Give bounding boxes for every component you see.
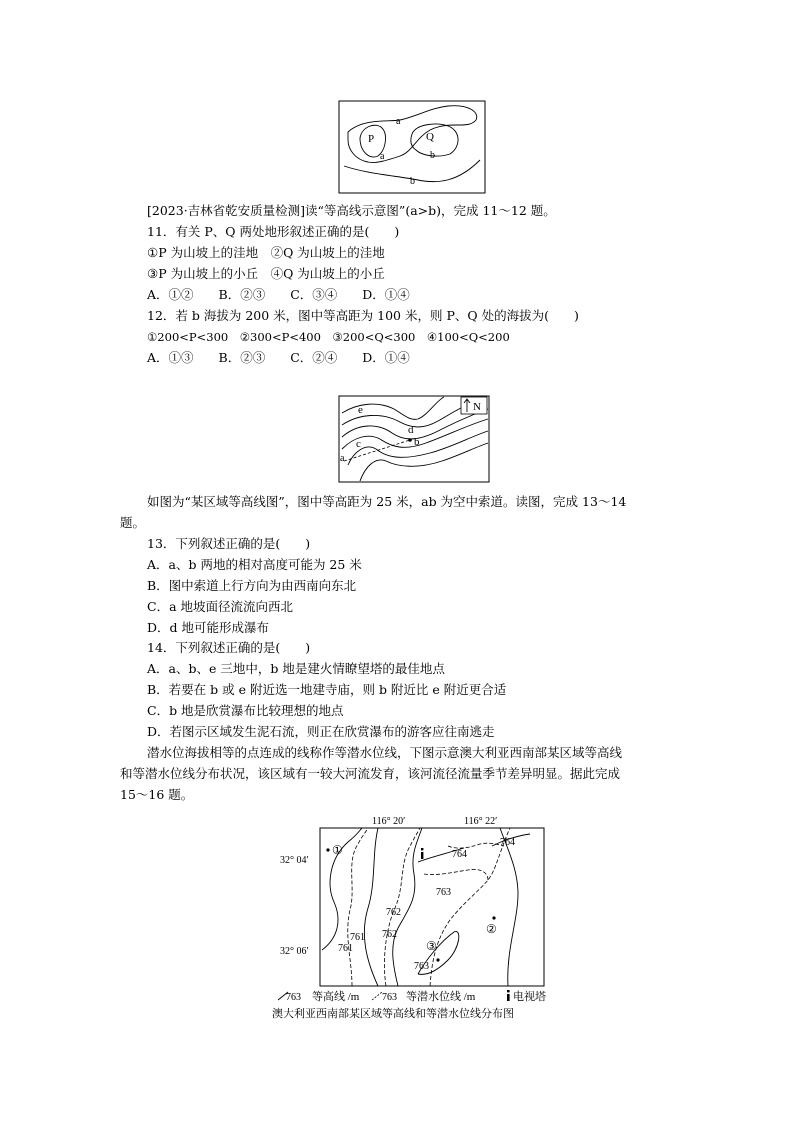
lat-label-1: 32° 04′ [280, 855, 309, 866]
q13-option-b: B．图中索道上行方向为由西南向东北 [147, 578, 357, 593]
point-2: ② [486, 922, 497, 936]
q13-option-a: A．a、b 两地的相对高度可能为 25 米 [147, 557, 362, 572]
contour-label-763b: 763 [414, 961, 429, 972]
label-b-right: b [430, 150, 435, 161]
legend-tower-text: 电视塔 [513, 991, 546, 1003]
q11-line1: ①P 为山坡上的洼地 ②Q 为山坡上的洼地 [147, 245, 385, 260]
intro-15-16-line2: 和等潜水位线分布状况，该区域有一较大河流发育，该河流径流量季节差异明显。据此完成 [120, 766, 621, 781]
q13-stem: 13．下列叙述正确的是( ) [147, 536, 311, 551]
q13-option-c: C．a 地坡面径流流向西北 [147, 599, 293, 614]
contour-label-764b: 764 [500, 837, 515, 848]
q14-stem: 14．下列叙述正确的是( ) [147, 640, 311, 655]
lon-label-2: 116° 22′ [464, 816, 498, 827]
q11-options: A．①② B．②③ C．③④ D．①④ [147, 287, 410, 302]
intro-11-12: [2023·吉林省乾安质量检测]读“等高线示意图”(a>b)，完成 11～12 题。 [147, 203, 556, 218]
label-a-top: a [396, 116, 401, 127]
lon-label-1: 116° 20′ [372, 816, 406, 827]
legend-contour-number: 763 [286, 992, 301, 1003]
q12-options: A．①③ B．②③ C．②④ D．①④ [147, 350, 410, 365]
legend-water-text: 等潜水位线 /m [406, 991, 476, 1003]
contour-label-764a: 764 [452, 849, 467, 860]
label-b-bottom: b [410, 176, 415, 187]
label-e: e [358, 404, 363, 416]
legend-contour-text: 等高线 /m [312, 991, 360, 1003]
q13-option-d: D．d 地可能形成瀑布 [147, 620, 269, 635]
q11-stem: 11．有关 P、Q 两处地形叙述正确的是( ) [147, 224, 400, 239]
q14-option-b: B．若要在 b 或 e 附近选一地建寺庙，则 b 附近比 e 附近更合适 [147, 682, 507, 697]
label-d: d [408, 424, 414, 436]
ropeway-line [344, 440, 410, 461]
map-caption: 澳大利亚西南部某区域等高线和等潜水位线分布图 [272, 1008, 514, 1020]
legend-tower-icon [507, 990, 510, 1001]
label-a-left: a [380, 151, 385, 162]
legend-water-number: 763 [382, 992, 397, 1003]
q11-line2: ③P 为山坡上的小丘 ④Q 为山坡上的小丘 [147, 266, 385, 281]
contour-label-763a: 763 [436, 887, 451, 898]
figure-contour-pq [338, 100, 486, 195]
point-1: ① [332, 843, 343, 857]
label-q: Q [426, 131, 434, 143]
contour-label-762a: 762 [386, 907, 401, 918]
contour-label-762b: 762 [382, 929, 397, 940]
tv-tower-icon [421, 848, 423, 859]
point-3: ③ [426, 939, 437, 953]
figure-contour-ropeway [338, 395, 490, 485]
q14-option-c: C．b 地是欣赏瀑布比较理想的地点 [147, 703, 344, 718]
contour-label-761b: 761 [338, 943, 353, 954]
q12-choices: ①200<P<300 ②300<P<400 ③200<Q<300 ④100<Q<200 [147, 330, 510, 344]
label-b: b [414, 436, 420, 448]
intro-15-16-line1: 潜水位海拔相等的点连成的线称作等潜水位线，下图示意澳大利亚西南部某区域等高线 [147, 745, 623, 760]
label-p: P [368, 133, 375, 145]
figure-groundwater-map [268, 810, 588, 1025]
contour-label-761a: 761 [350, 932, 365, 943]
label-c: c [356, 438, 361, 450]
q14-option-a: A．a、b、e 三地中，b 地是建火情瞭望塔的最佳地点 [147, 661, 445, 676]
north-label: N [473, 401, 481, 413]
intro-13-14-line2: 题。 [120, 515, 146, 530]
legend-water-symbol [372, 992, 382, 1000]
q12-stem: 12．若 b 海拔为 200 米，图中等高距为 100 米，则 P、Q 处的海拔为( ) [147, 308, 579, 323]
label-a: a [340, 453, 345, 464]
intro-15-16-line3: 15～16 题。 [120, 787, 194, 802]
lat-label-2: 32° 06′ [280, 946, 309, 957]
intro-13-14-line1: 如图为“某区域等高线图”，图中等高距为 25 米，ab 为空中索道。读图，完成 13～14 [147, 494, 627, 509]
q14-option-d: D．若图示区域发生泥石流，则正在欣赏瀑布的游客应往南逃走 [147, 724, 495, 739]
